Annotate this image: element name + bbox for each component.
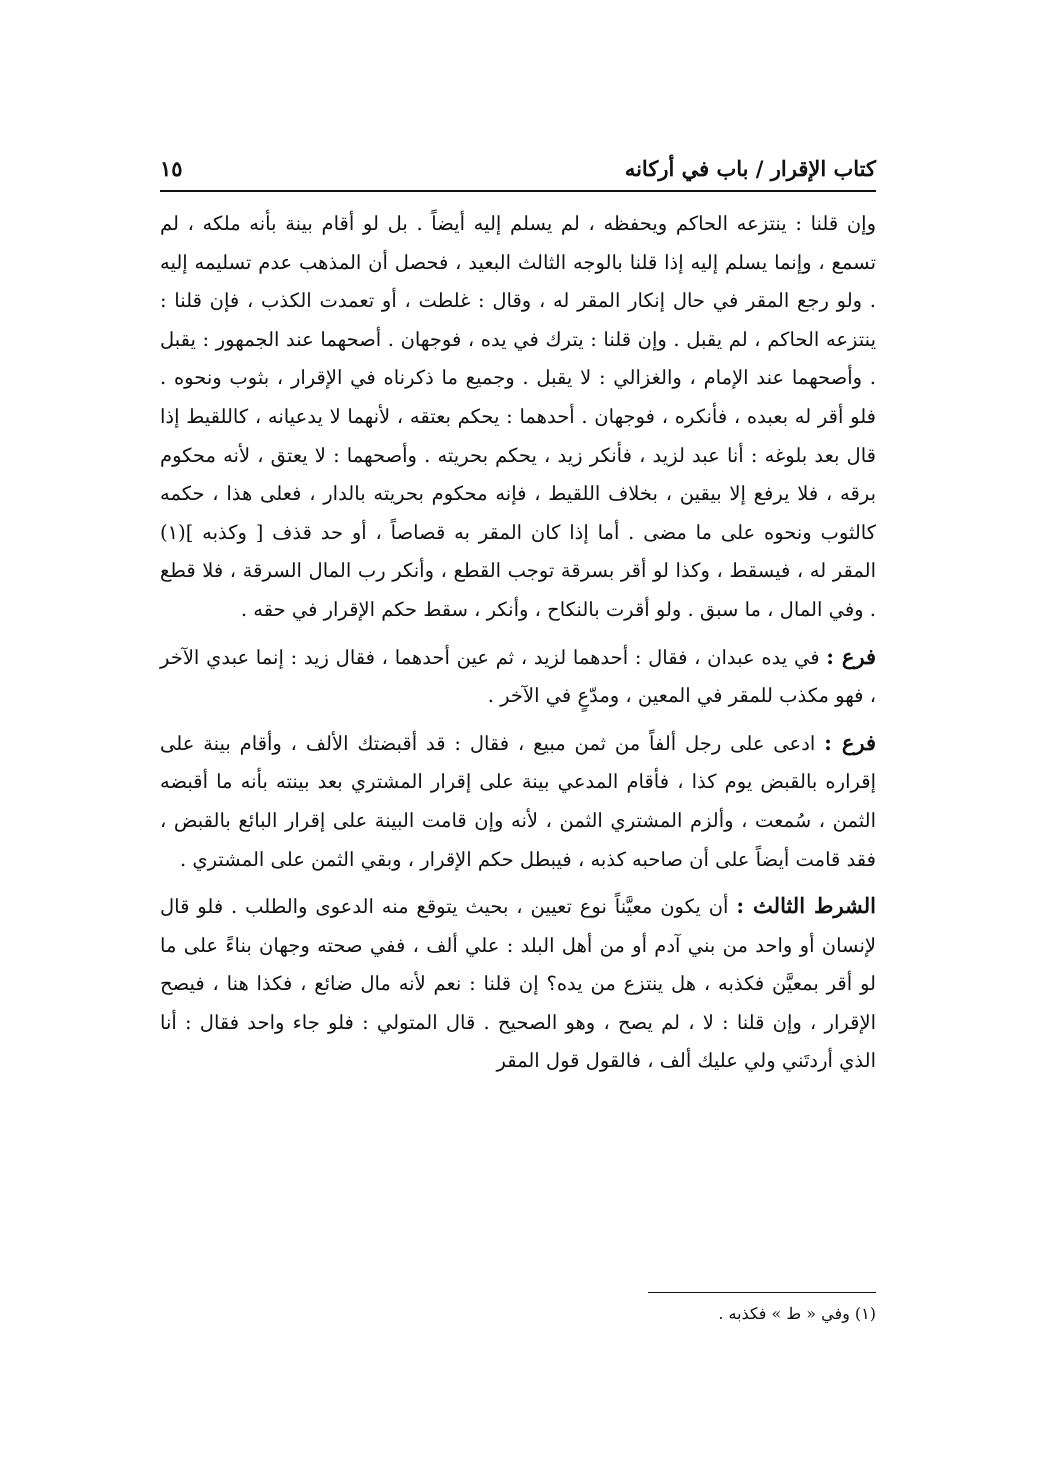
running-title: كتاب الإقرار / باب في أركانه [624, 155, 876, 181]
paragraph-text: في يده عبدان ، فقال : أحدهما لزيد ، ثم عين أحدهما ، فقال زيد : إنما عبدي الآخر ، فهو مكذب للمقر في المعين ، ومدّعٍ في الآخر . [160, 645, 876, 708]
page-body [160, 205, 876, 1081]
paragraph-text: وإن قلنا : ينتزعه الحاكم ويحفظه ، لم يسلم إليه أيضاً . بل لو أقام بينة بأنه ملكه ، لم تسمع ، وإنما يسلم إليه إذا قلنا بالوجه الثالث البعيد ، فحصل أن المذهب عدم تسليمه إليه . ولو رجع المقر في حال إنكار المقر له ، وقال : غلطت ، أو تعمدت الكذب ، فإن قلنا : ينتزعه الحاكم ، لم يقبل . وإن قلنا : يترك في يده ، فوجهان . أصحهما عند الجمهور : يقبل . وأصحهما عند الإمام ، والغزالي : لا يقبل . وجميع ما ذكرناه في الإقرار ، بثوب ونحوه . فلو أقر له بعبده ، فأنكره ، فوجهان . أحدهما : يحكم بعتقه ، لأنهما لا يدعيانه ، كاللقيط إذا قال بعد بلوغه : أنا عبد لزيد ، فأنكر زيد ، يحكم بحريته . وأصحهما : لا يعتق ، لأنه محكوم برقه ، فلا يرفع إلا بيقين ، بخلاف اللقيط ، فإنه محكوم بحريته بالدار ، فعلى هذا ، حكمه كالثوب ونحوه على ما مضى . أما إذا كان المقر به قصاصاً ، أو حد قذف [ وكذبه ](١) المقر له ، فيسقط ، وكذا لو أقر بسرقة توجب القطع ، وأنكر رب المال السرقة ، فلا قطع . وفي المال ، ما سبق . ولو أقرت بالنكاح ، وأنكر ، سقط حكم الإقرار في حقه . [160, 212, 876, 621]
paragraph-far-2 [160, 724, 876, 879]
footnote: (١) وفي « ط » فكذبه . [718, 1304, 876, 1323]
paragraph-1 [160, 205, 876, 630]
header-divider [160, 190, 876, 192]
section-lead: الشرط الثالث : [736, 893, 876, 919]
footnote-divider [648, 1292, 876, 1293]
paragraph-far-1 [160, 638, 876, 716]
paragraph-text: ادعى على رجل ألفاً من ثمن مبيع ، فقال : قد أقبضتك الألف ، وأقام بينة على إقراره بالقبض يوم كذا ، فأقام المدعي بينة على إقرار المشتري بعد بينته بأنه ما أقبضه الثمن ، سُمعت ، وألزم المشتري الثمن ، لأنه وإن قامت البينة على إقرار البائع بالقبض ، فقد قامت أيضاً على أن صاحبه كذبه ، فيبطل حكم الإقرار ، وبقي الثمن على المشتري . [160, 731, 876, 871]
page-number: ١٥ [160, 155, 183, 181]
paragraph-condition-3 [160, 887, 876, 1081]
section-lead: فرع : [824, 729, 877, 755]
section-lead: فرع : [826, 643, 877, 669]
page-header [160, 150, 876, 186]
paragraph-text: أن يكون معيَّناً نوع تعيين ، بحيث يتوقع منه الدعوى والطلب . فلو قال لإنسان أو واحد من بني آدم أو من أهل البلد : علي ألف ، ففي صحته وجهان بناءً على ما لو أقر بمعيَّن فكذبه ، هل ينتزع من يده؟ إن قلنا : نعم لأنه مال ضائع ، فكذا هنا ، فيصح الإقرار ، وإن قلنا : لا ، لم يصح ، وهو الصحيح . قال المتولي : فلو جاء واحد فقال : أنا الذي أردتَني ولي عليك ألف ، فالقول قول المقر [160, 895, 876, 1073]
